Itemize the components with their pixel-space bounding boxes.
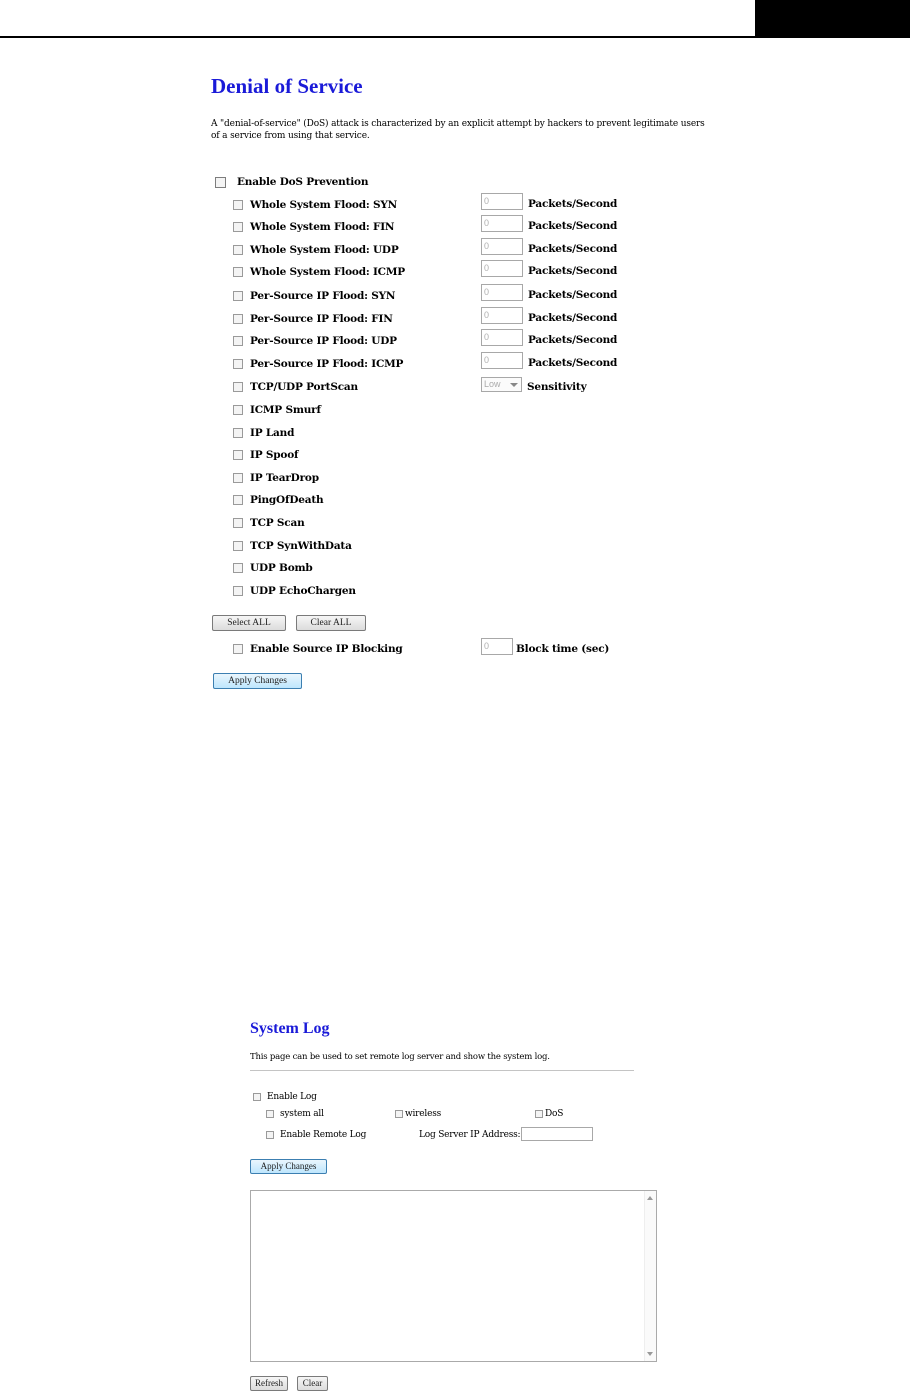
dos-section — [211, 72, 731, 686]
flood-checkbox[interactable] — [233, 245, 243, 255]
chevron-down-icon — [510, 383, 518, 387]
flood-checkbox[interactable] — [233, 222, 243, 232]
portscan-unit: Sensitivity — [527, 381, 587, 393]
attack-row — [233, 537, 352, 555]
portscan-checkbox[interactable] — [233, 382, 243, 392]
flood-label: Per-Source IP Flood: UDP — [250, 335, 397, 347]
flood-checkbox[interactable] — [233, 314, 243, 324]
packets-per-second-input[interactable]: 0 — [481, 284, 523, 301]
attack-label: PingOfDeath — [250, 494, 324, 507]
attack-label: IP Land — [250, 426, 295, 439]
packets-per-second-unit: Packets/Second — [528, 265, 618, 277]
flood-row — [233, 241, 399, 259]
flood-label: Whole System Flood: ICMP — [250, 266, 405, 278]
section-divider — [250, 1070, 634, 1071]
attack-row — [233, 514, 305, 532]
packets-per-second-unit: Packets/Second — [528, 243, 618, 255]
flood-label: Whole System Flood: FIN — [250, 221, 395, 233]
system-all-row — [266, 1107, 324, 1121]
portscan-label: TCP/UDP PortScan — [250, 381, 358, 393]
enable-log-checkbox[interactable] — [253, 1093, 261, 1101]
attack-checkbox[interactable] — [233, 495, 243, 505]
system-log-description: This page can be used to set remote log server and show the system log. — [250, 1052, 550, 1062]
attack-label: TCP Scan — [250, 517, 305, 529]
scroll-down-icon[interactable] — [647, 1352, 653, 1356]
refresh-button[interactable]: Refresh — [250, 1376, 288, 1391]
attack-checkbox[interactable] — [233, 541, 243, 551]
block-time-unit: Block time (sec) — [516, 643, 610, 655]
system-log-title: System Log — [250, 1020, 330, 1037]
packets-per-second-unit: Packets/Second — [528, 357, 618, 369]
block-time-input[interactable]: 0 — [481, 638, 513, 655]
attack-checkbox[interactable] — [233, 518, 243, 528]
portscan-sensitivity-select[interactable] — [481, 377, 522, 392]
clear-log-button[interactable]: Clear — [297, 1376, 328, 1391]
packets-per-second-input[interactable]: 0 — [481, 238, 523, 255]
flood-row — [233, 332, 397, 350]
page-header-bar — [0, 0, 910, 40]
attack-row — [233, 491, 323, 509]
attack-checkbox[interactable] — [233, 563, 243, 573]
flood-checkbox[interactable] — [233, 267, 243, 277]
packets-per-second-input[interactable]: 0 — [481, 215, 523, 232]
packets-per-second-input[interactable]: 0 — [481, 352, 523, 369]
source-ip-block-label: Enable Source IP Blocking — [250, 643, 403, 655]
attack-row — [233, 424, 294, 442]
system-all-checkbox[interactable] — [266, 1110, 274, 1118]
flood-checkbox[interactable] — [233, 200, 243, 210]
system-all-label: system all — [280, 1109, 324, 1119]
enable-dos-label: Enable DoS Prevention — [237, 176, 369, 188]
packets-per-second-unit: Packets/Second — [528, 220, 618, 232]
log-server-ip-label: Log Server IP Address: — [419, 1130, 521, 1140]
flood-row — [233, 218, 394, 236]
page-title: Denial of Service — [211, 74, 363, 98]
attack-label: IP Spoof — [250, 449, 299, 462]
system-log-section — [250, 1018, 660, 1388]
packets-per-second-input[interactable]: 0 — [481, 193, 523, 210]
packets-per-second-unit: Packets/Second — [528, 334, 618, 346]
wireless-row — [395, 1107, 441, 1121]
attack-checkbox[interactable] — [233, 450, 243, 460]
attack-label: ICMP Smurf — [250, 404, 321, 416]
remote-log-checkbox[interactable] — [266, 1131, 274, 1139]
log-server-ip-label-row — [419, 1128, 520, 1142]
dos-apply-changes-button[interactable]: Apply Changes — [213, 673, 302, 689]
attack-row — [233, 469, 319, 487]
dos-description: A "denial-of-service" (DoS) attack is characterized by an explicit attempt by hackers to prevent legitimate users of a service from using that service. — [211, 119, 705, 141]
select-all-button[interactable]: Select ALL — [212, 615, 286, 631]
remote-log-label: Enable Remote Log — [280, 1130, 367, 1140]
flood-checkbox[interactable] — [233, 336, 243, 346]
packets-per-second-unit: Packets/Second — [528, 289, 618, 301]
source-ip-block-checkbox[interactable] — [233, 644, 243, 654]
dos-log-checkbox[interactable] — [535, 1110, 543, 1118]
flood-row — [233, 287, 395, 305]
flood-checkbox[interactable] — [233, 359, 243, 369]
header-black-block — [755, 0, 910, 38]
packets-per-second-unit: Packets/Second — [528, 312, 618, 324]
source-ip-block-row — [233, 640, 403, 658]
flood-label: Per-Source IP Flood: SYN — [250, 290, 396, 302]
flood-label: Per-Source IP Flood: ICMP — [250, 358, 404, 370]
attack-label: UDP EchoChargen — [250, 584, 356, 597]
enable-log-row — [253, 1090, 317, 1104]
flood-row — [233, 310, 393, 328]
flood-row — [233, 196, 397, 214]
attack-checkbox[interactable] — [233, 586, 243, 596]
attack-label: TCP SynWithData — [250, 539, 352, 552]
enable-dos-checkbox[interactable] — [215, 177, 226, 188]
enable-log-label: Enable Log — [267, 1092, 317, 1102]
attack-row — [233, 582, 356, 600]
portscan-selected-value: Low — [484, 379, 501, 389]
log-scrollbar[interactable] — [644, 1191, 656, 1361]
remote-log-row — [266, 1128, 366, 1142]
dos-log-row — [535, 1107, 563, 1121]
packets-per-second-unit: Packets/Second — [528, 198, 618, 210]
flood-label: Whole System Flood: UDP — [250, 244, 399, 256]
flood-label: Whole System Flood: SYN — [250, 199, 398, 211]
packets-per-second-input[interactable]: 0 — [481, 329, 523, 346]
system-log-textarea[interactable] — [250, 1190, 657, 1362]
portscan-row — [233, 378, 358, 396]
flood-checkbox[interactable] — [233, 291, 243, 301]
packets-per-second-input[interactable]: 0 — [481, 260, 523, 277]
attack-checkbox[interactable] — [233, 473, 243, 483]
flood-row — [233, 263, 405, 281]
scroll-up-icon[interactable] — [647, 1196, 653, 1200]
attack-label: IP TearDrop — [250, 471, 319, 484]
attack-checkbox[interactable] — [233, 428, 243, 438]
log-server-ip-input[interactable] — [521, 1127, 593, 1141]
enable-dos-row — [215, 173, 368, 191]
flood-label: Per-Source IP Flood: FIN — [250, 313, 393, 325]
attack-row — [233, 446, 298, 464]
attack-row — [233, 401, 321, 419]
clear-all-button[interactable]: Clear ALL — [296, 615, 366, 631]
packets-per-second-input[interactable]: 0 — [481, 307, 523, 324]
attack-checkbox[interactable] — [233, 405, 243, 415]
attack-label: UDP Bomb — [250, 562, 313, 575]
wireless-checkbox[interactable] — [395, 1110, 403, 1118]
flood-row — [233, 355, 403, 373]
attack-row — [233, 559, 313, 577]
wireless-label: wireless — [405, 1109, 442, 1119]
dos-log-label: DoS — [545, 1109, 564, 1119]
syslog-apply-changes-button[interactable]: Apply Changes — [250, 1159, 327, 1174]
